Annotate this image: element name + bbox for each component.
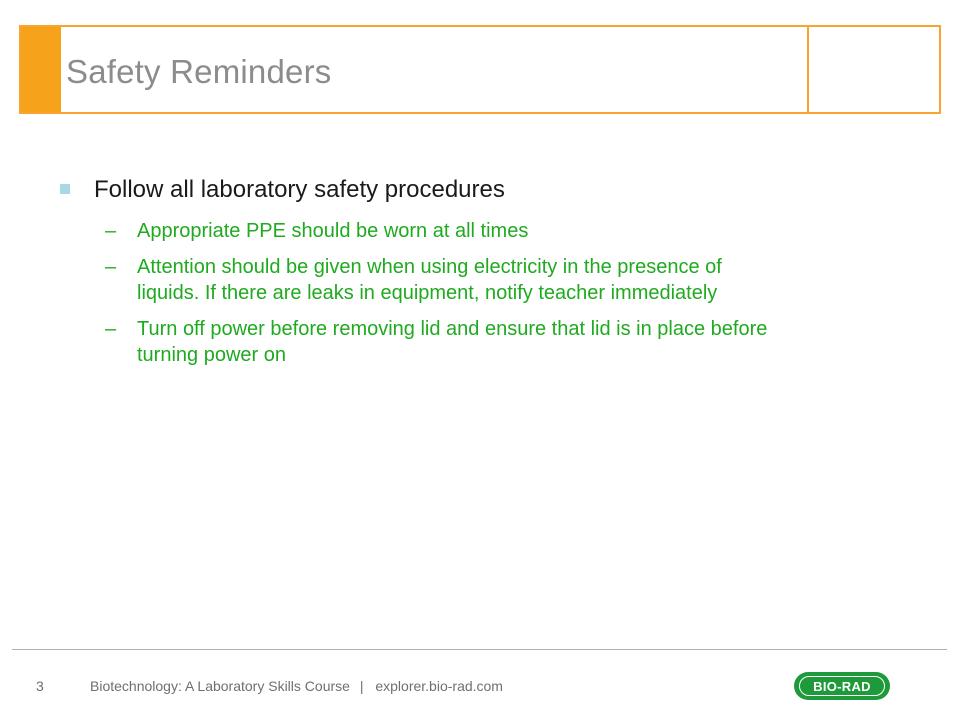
sub-bullet-text: Appropriate PPE should be worn at all times [137, 220, 529, 242]
title-box [19, 25, 941, 114]
slide-content [60, 174, 800, 378]
sub-bullet-text: Turn off power before removing lid and ensure that lid is in place before turning power on [137, 318, 768, 366]
bullet-item [60, 174, 800, 206]
slide-title: Safety Reminders [66, 53, 332, 90]
title-accent-bar [21, 27, 61, 112]
sub-bullet-text: Attention should be given when using electricity in the presence of liquids. If there are leaks in equipment, notify teacher immediately [137, 256, 722, 304]
website-link[interactable]: explorer.bio-rad.com [375, 678, 503, 694]
logo-text: BIO-RAD [813, 678, 871, 694]
footer-text [90, 678, 503, 694]
bullet-text: Follow all laboratory safety procedures [94, 176, 505, 203]
footer-divider [12, 649, 947, 650]
sub-bullet-item [105, 218, 800, 244]
sub-bullet-list [105, 218, 800, 368]
course-name: Biotechnology: A Laboratory Skills Course [90, 678, 350, 694]
dash-marker: – [105, 318, 117, 340]
bio-rad-logo [794, 672, 890, 700]
sub-bullet-item [105, 316, 800, 368]
square-bullet-icon [60, 184, 70, 194]
dash-marker: – [105, 220, 117, 242]
sub-bullet-item [105, 254, 800, 306]
dash-marker: – [105, 256, 117, 278]
footer-separator: | [359, 678, 364, 694]
page-number: 3 [36, 678, 44, 694]
title-divider [807, 27, 809, 112]
logo-border [799, 676, 885, 696]
